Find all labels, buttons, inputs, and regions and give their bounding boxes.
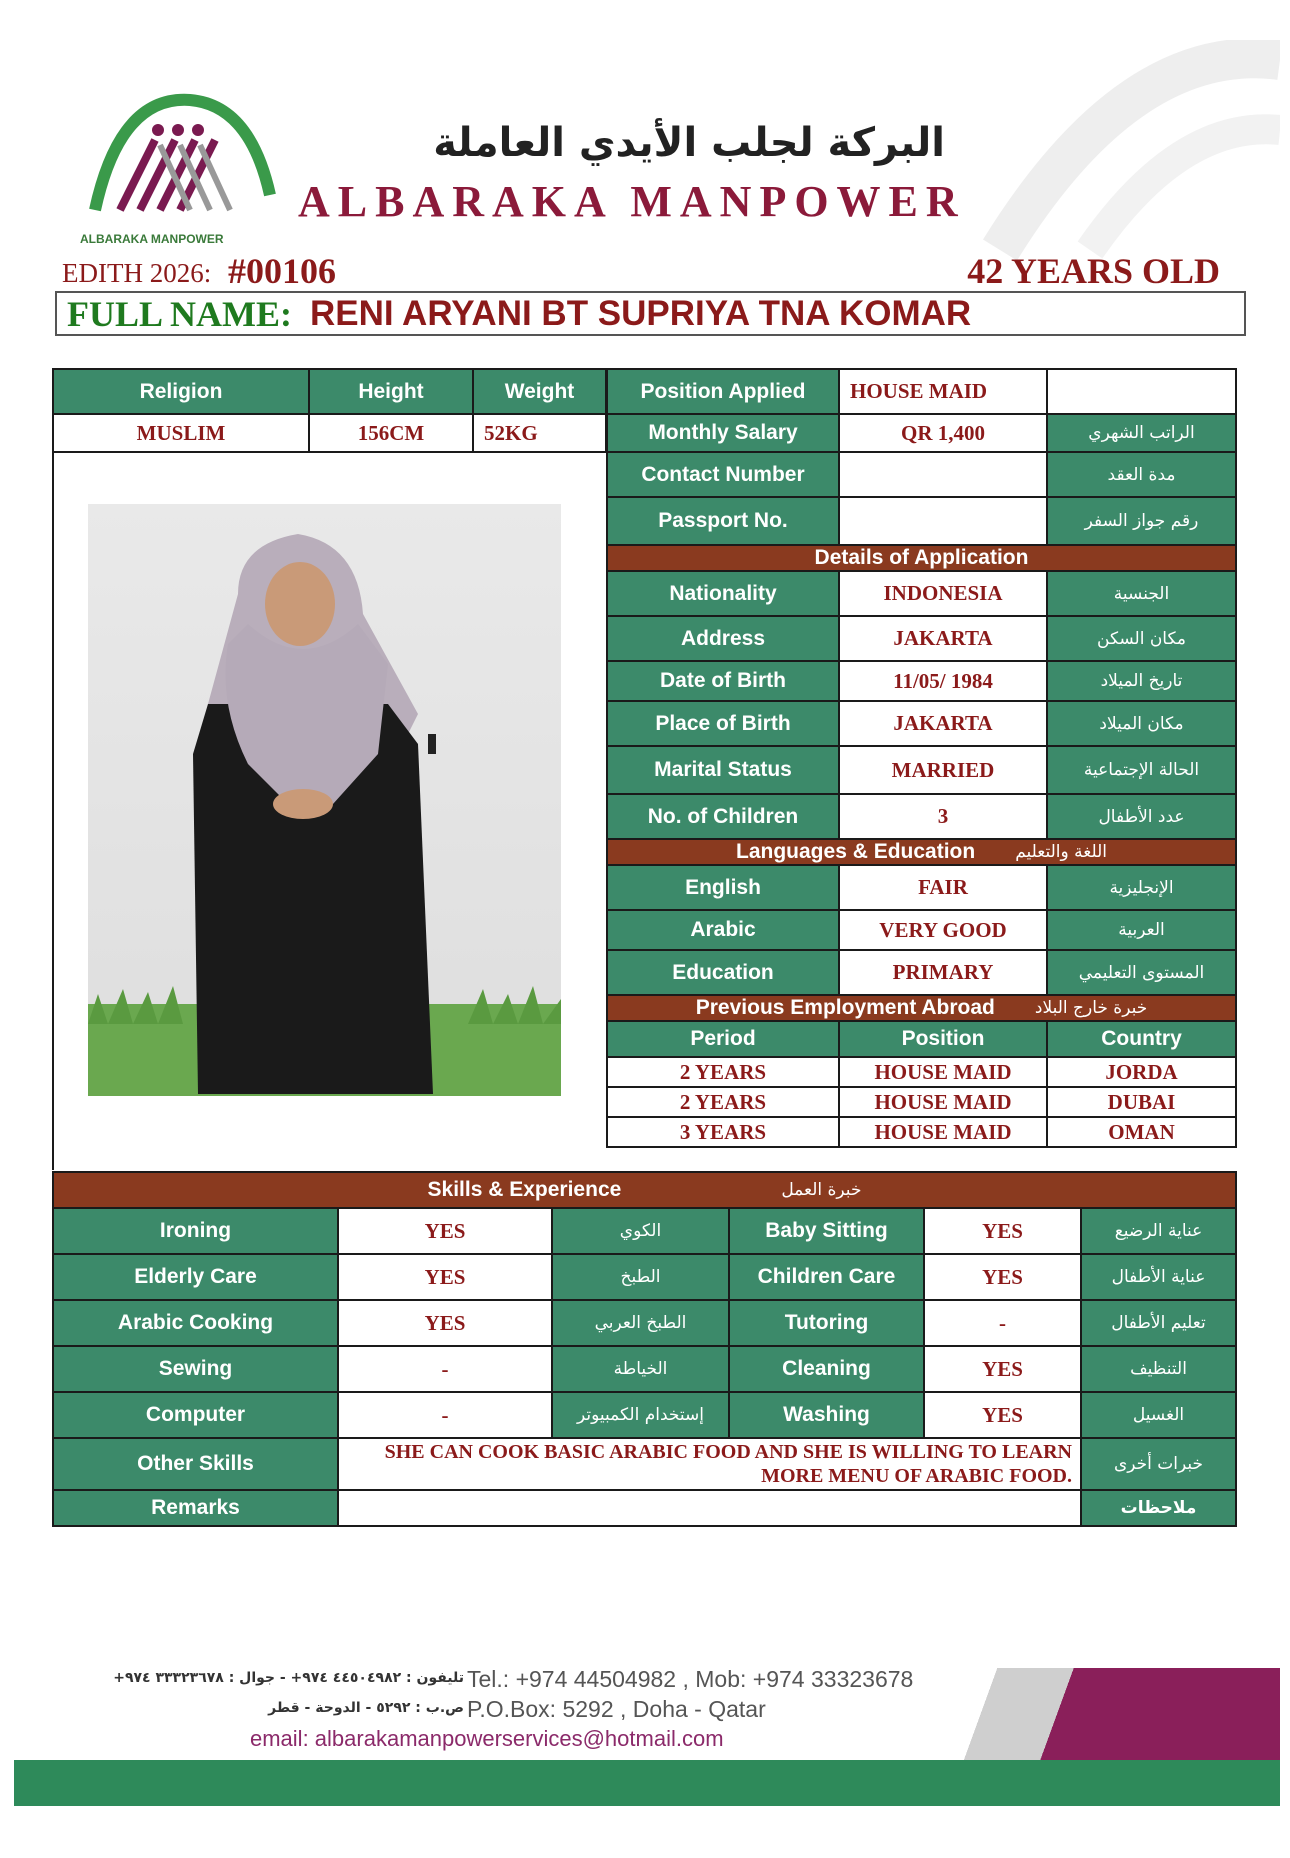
employment-period-2: 2 YEARS (607, 1087, 839, 1117)
nationality-label: Nationality (607, 571, 839, 616)
religion-header: Religion (53, 369, 309, 414)
skill-cleaning-label: Cleaning (729, 1346, 924, 1392)
english-company-name (298, 176, 966, 227)
skill-babysitting-ar: عناية الرضيع (1081, 1208, 1236, 1254)
skill-tutoring-label: Tutoring (729, 1300, 924, 1346)
english-value: FAIR (839, 865, 1047, 910)
contract-duration-ar: مدة العقد (1047, 452, 1236, 497)
footer-email: email: albarakamanpowerservices@hotmail.com (250, 1726, 724, 1751)
period-header: Period (607, 1021, 839, 1057)
arabic-ar: العربية (1047, 910, 1236, 950)
skill-sewing-label: Sewing (53, 1346, 338, 1392)
marital-status-value: MARRIED (839, 746, 1047, 794)
position-applied-value: HOUSE MAID (839, 369, 1047, 414)
dob-ar: تاريخ الميلاد (1047, 661, 1236, 701)
skill-tutoring-ar: تعليم الأطفال (1081, 1300, 1236, 1346)
other-skills-ar: خبرات أخرى (1081, 1438, 1236, 1490)
skill-ironing-value: YES (338, 1208, 552, 1254)
employment-section-title (607, 995, 1236, 1021)
pob-label: Place of Birth (607, 701, 839, 746)
nationality-ar: الجنسية (1047, 571, 1236, 616)
fullname-value: RENI ARYANI BT SUPRIYA TNA KOMAR (310, 293, 972, 333)
skill-arabic-cooking-value: YES (338, 1300, 552, 1346)
skills-section-title (53, 1172, 1236, 1208)
background-arcs (980, 40, 1280, 260)
position-applied-label: Position Applied (607, 369, 839, 414)
monthly-salary-value: QR 1,400 (839, 414, 1047, 452)
other-skills-label: Other Skills (53, 1438, 338, 1490)
languages-title-ar: اللغة والتعليم (1015, 842, 1107, 862)
employment-period-3: 3 YEARS (607, 1117, 839, 1147)
skill-arabic-cooking-label: Arabic Cooking (53, 1300, 338, 1346)
passport-value (839, 497, 1047, 545)
english-ar: الإنجليزية (1047, 865, 1236, 910)
employment-period-1: 2 YEARS (607, 1057, 839, 1087)
english-company-name-text: ALBARAKA MANPOWER (298, 177, 966, 226)
marital-status-label: Marital Status (607, 746, 839, 794)
position-header: Position (839, 1021, 1047, 1057)
employment-position-3: HOUSE MAID (839, 1117, 1047, 1147)
employment-title: Previous Employment Abroad (695, 996, 995, 1019)
skill-washing-ar: الغسيل (1081, 1392, 1236, 1438)
country-header: Country (1047, 1021, 1236, 1057)
skill-babysitting-label: Baby Sitting (729, 1208, 924, 1254)
skill-babysitting-value: YES (924, 1208, 1081, 1254)
education-label: Education (607, 950, 839, 995)
marital-status-ar: الحالة الإجتماعية (1047, 746, 1236, 794)
skill-cleaning-ar: التنظيف (1081, 1346, 1236, 1392)
footer-tel: Tel.: +974 44504982 , Mob: +974 33323678 (467, 1666, 914, 1692)
skill-ironing-label: Ironing (53, 1208, 338, 1254)
other-skills-value: SHE CAN COOK BASIC ARABIC FOOD AND SHE IS WILLING TO LEARN MORE MENU OF ARABIC FOOD. (338, 1438, 1081, 1490)
skill-cleaning-value: YES (924, 1346, 1081, 1392)
employment-country-2: DUBAI (1047, 1087, 1236, 1117)
weight-header: Weight (473, 369, 606, 414)
remarks-label: Remarks (53, 1490, 338, 1526)
skill-childcare-value: YES (924, 1254, 1081, 1300)
skill-elderly-value: YES (338, 1254, 552, 1300)
monthly-salary-label: Monthly Salary (607, 414, 839, 452)
address-label: Address (607, 616, 839, 661)
footer-green-band (14, 1760, 1280, 1806)
skill-childcare-ar: عناية الأطفال (1081, 1254, 1236, 1300)
employment-title-ar: خبرة خارج البلاد (1034, 998, 1148, 1018)
skill-computer-ar: إستخدام الكمبيوتر (552, 1392, 729, 1438)
age-text: 42 YEARS OLD (967, 251, 1220, 291)
english-label: English (607, 865, 839, 910)
contact-number-value (839, 452, 1047, 497)
footer-pobox: P.O.Box: 5292 , Doha - Qatar (467, 1696, 766, 1722)
edition-label: EDITH 2026: (62, 258, 212, 288)
position-applied-ar (1047, 369, 1236, 414)
children-value: 3 (839, 794, 1047, 839)
contact-number-label: Contact Number (607, 452, 839, 497)
dob-value: 11/05/ 1984 (839, 661, 1047, 701)
employment-country-3: OMAN (1047, 1117, 1236, 1147)
pob-ar: مكان الميلاد (1047, 701, 1236, 746)
arabic-value: VERY GOOD (839, 910, 1047, 950)
monthly-salary-ar: الراتب الشهري (1047, 414, 1236, 452)
skill-washing-label: Washing (729, 1392, 924, 1438)
skill-childcare-label: Children Care (729, 1254, 924, 1300)
arabic-label: Arabic (607, 910, 839, 950)
reference-number: #00106 (228, 251, 336, 291)
skill-ironing-ar: الكوي (552, 1208, 729, 1254)
pob-value: JAKARTA (839, 701, 1047, 746)
skill-elderly-ar: الطبخ (552, 1254, 729, 1300)
address-value: JAKARTA (839, 616, 1047, 661)
skill-sewing-value: - (338, 1346, 552, 1392)
basic-info-table (52, 368, 607, 453)
education-ar: المستوى التعليمي (1047, 950, 1236, 995)
logo-caption: ALBARAKA MANPOWER (80, 232, 224, 246)
skills-title-ar: خبرة العمل (781, 1180, 862, 1200)
skill-tutoring-value: - (924, 1300, 1081, 1346)
religion-value: MUSLIM (53, 414, 309, 452)
company-logo (80, 85, 280, 245)
arabic-company-name: البركة لجلب الأيدي العاملة (433, 120, 945, 166)
passport-label: Passport No. (607, 497, 839, 545)
height-header: Height (309, 369, 473, 414)
languages-section-title (607, 839, 1236, 865)
skill-computer-label: Computer (53, 1392, 338, 1438)
address-ar: مكان السكن (1047, 616, 1236, 661)
skill-elderly-label: Elderly Care (53, 1254, 338, 1300)
skill-sewing-ar: الخياطة (552, 1346, 729, 1392)
fullname-box (55, 291, 1246, 336)
nationality-value: INDONESIA (839, 571, 1047, 616)
skill-arabic-cooking-ar: الطبخ العربي (552, 1300, 729, 1346)
employment-position-1: HOUSE MAID (839, 1057, 1047, 1087)
footer-pobox-ar: ص.ب : ٥٢٩٢ - الدوحة - قطر (268, 1700, 464, 1716)
remarks-value (338, 1490, 1081, 1526)
skill-computer-value: - (338, 1392, 552, 1438)
children-label: No. of Children (607, 794, 839, 839)
fullname-label: FULL NAME: (67, 293, 292, 334)
languages-title: Languages & Education (736, 840, 976, 863)
weight-value: 52KG (473, 414, 606, 452)
remarks-ar: ملاحظات (1081, 1490, 1236, 1526)
skills-title: Skills & Experience (427, 1178, 622, 1201)
dob-label: Date of Birth (607, 661, 839, 701)
skill-washing-value: YES (924, 1392, 1081, 1438)
employment-country-1: JORDA (1047, 1057, 1236, 1087)
children-ar: عدد الأطفال (1047, 794, 1236, 839)
passport-ar: رقم جواز السفر (1047, 497, 1236, 545)
footer-tel-ar: تليفون : ٤٤٥٠٤٩٨٢ ٩٧٤+ - جوال : ٣٣٣٢٣٦٧٨ ٩٧٤+ (113, 1670, 464, 1686)
height-value: 156CM (309, 414, 473, 452)
employment-position-2: HOUSE MAID (839, 1087, 1047, 1117)
education-value: PRIMARY (839, 950, 1047, 995)
skills-table (52, 1171, 1237, 1527)
details-section-title: Details of Application (607, 545, 1236, 571)
application-table (606, 368, 1237, 1148)
applicant-photo (88, 504, 561, 1096)
